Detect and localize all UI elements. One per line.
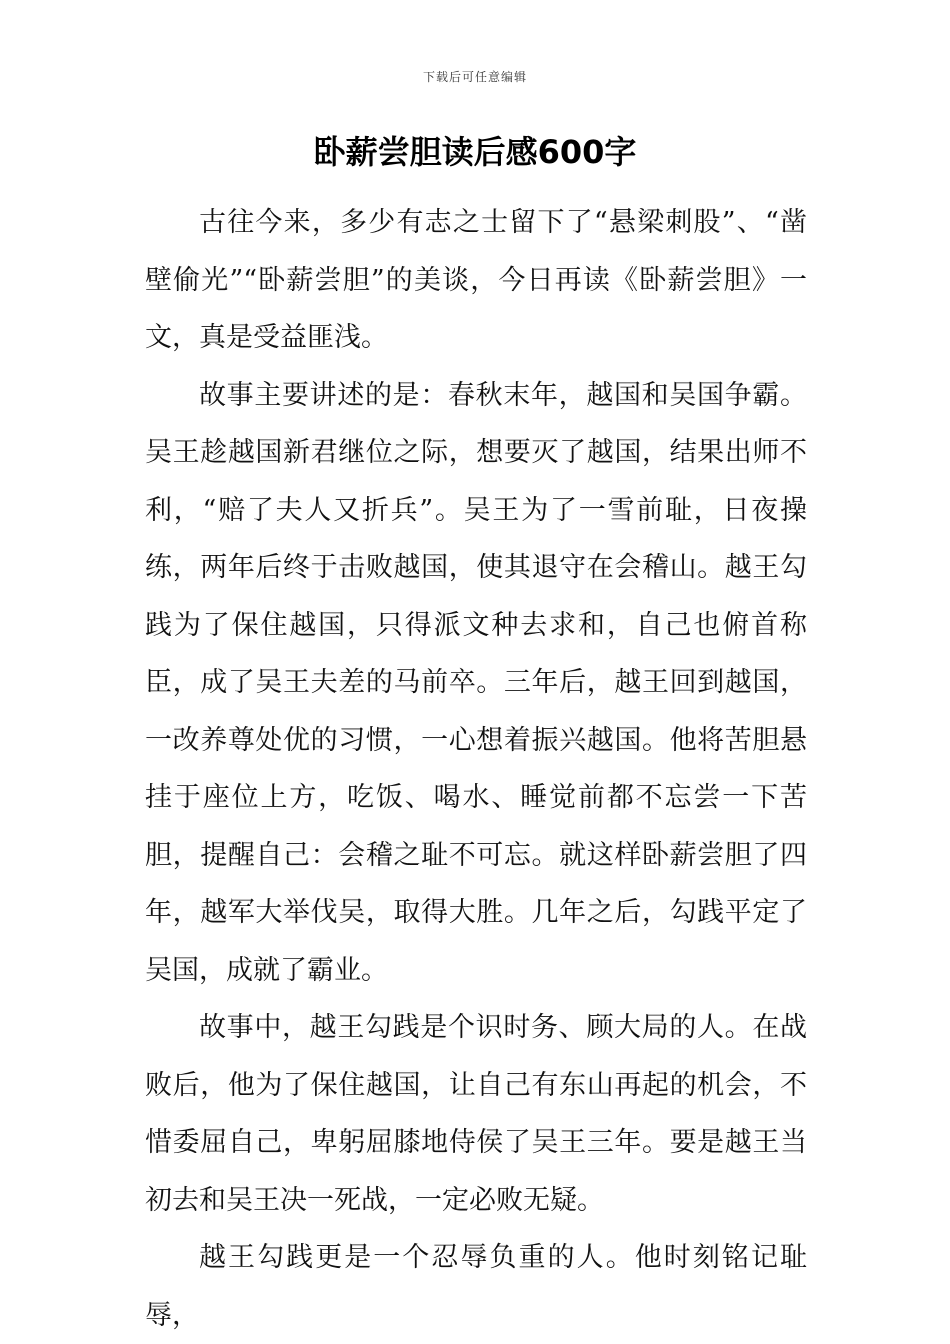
paragraph-4: 越王勾践更是一个忍辱负重的人。他时刻铭记耻辱， — [145, 1242, 807, 1331]
header-note: 下载后可任意编辑 — [422, 70, 527, 84]
article-body — [145, 194, 807, 1344]
page-title: 卧薪尝胆读后感600字 — [313, 133, 637, 171]
paragraph-1: 古往今来，多少有志之士留下了“悬梁刺股”、“凿壁偷光”“卧薪尝胆”的美谈，今日再读《卧薪尝胆》一文，真是受益匪浅。 — [145, 207, 807, 353]
paragraph-2: 故事主要讲述的是：春秋末年，越国和吴国争霸。吴王趁越国新君继位之际，想要灭了越国，结果出师不利，“赔了夫人又折兵”。吴王为了一雪前耻，日夜操练，两年后终于击败越国，使其退守在会稽山。越王勾践为了保住越国，只得派文种去求和，自己也俯首称臣，成了吴王夫差的马前卒。三年后，越王回到越国，一改养尊处优的习惯，一心想着振兴越国。他将苦胆悬挂于座位上方，吃饭、喝水、睡觉前都不忘尝一下苦胆，提醒自己：会稽之耻不可忘。就这样卧薪尝胆了四年，越军大举伐吴，取得大胜。几年之后，勾践平定了吴国，成就了霸业。 — [145, 379, 807, 986]
paragraph-3: 故事中，越王勾践是个识时务、顾大局的人。在战败后，他为了保住越国，让自己有东山再起的机会，不惜委屈自己，卑躬屈膝地侍侯了吴王三年。要是越王当初去和吴王决一死战，一定必败无疑。 — [145, 1012, 807, 1216]
